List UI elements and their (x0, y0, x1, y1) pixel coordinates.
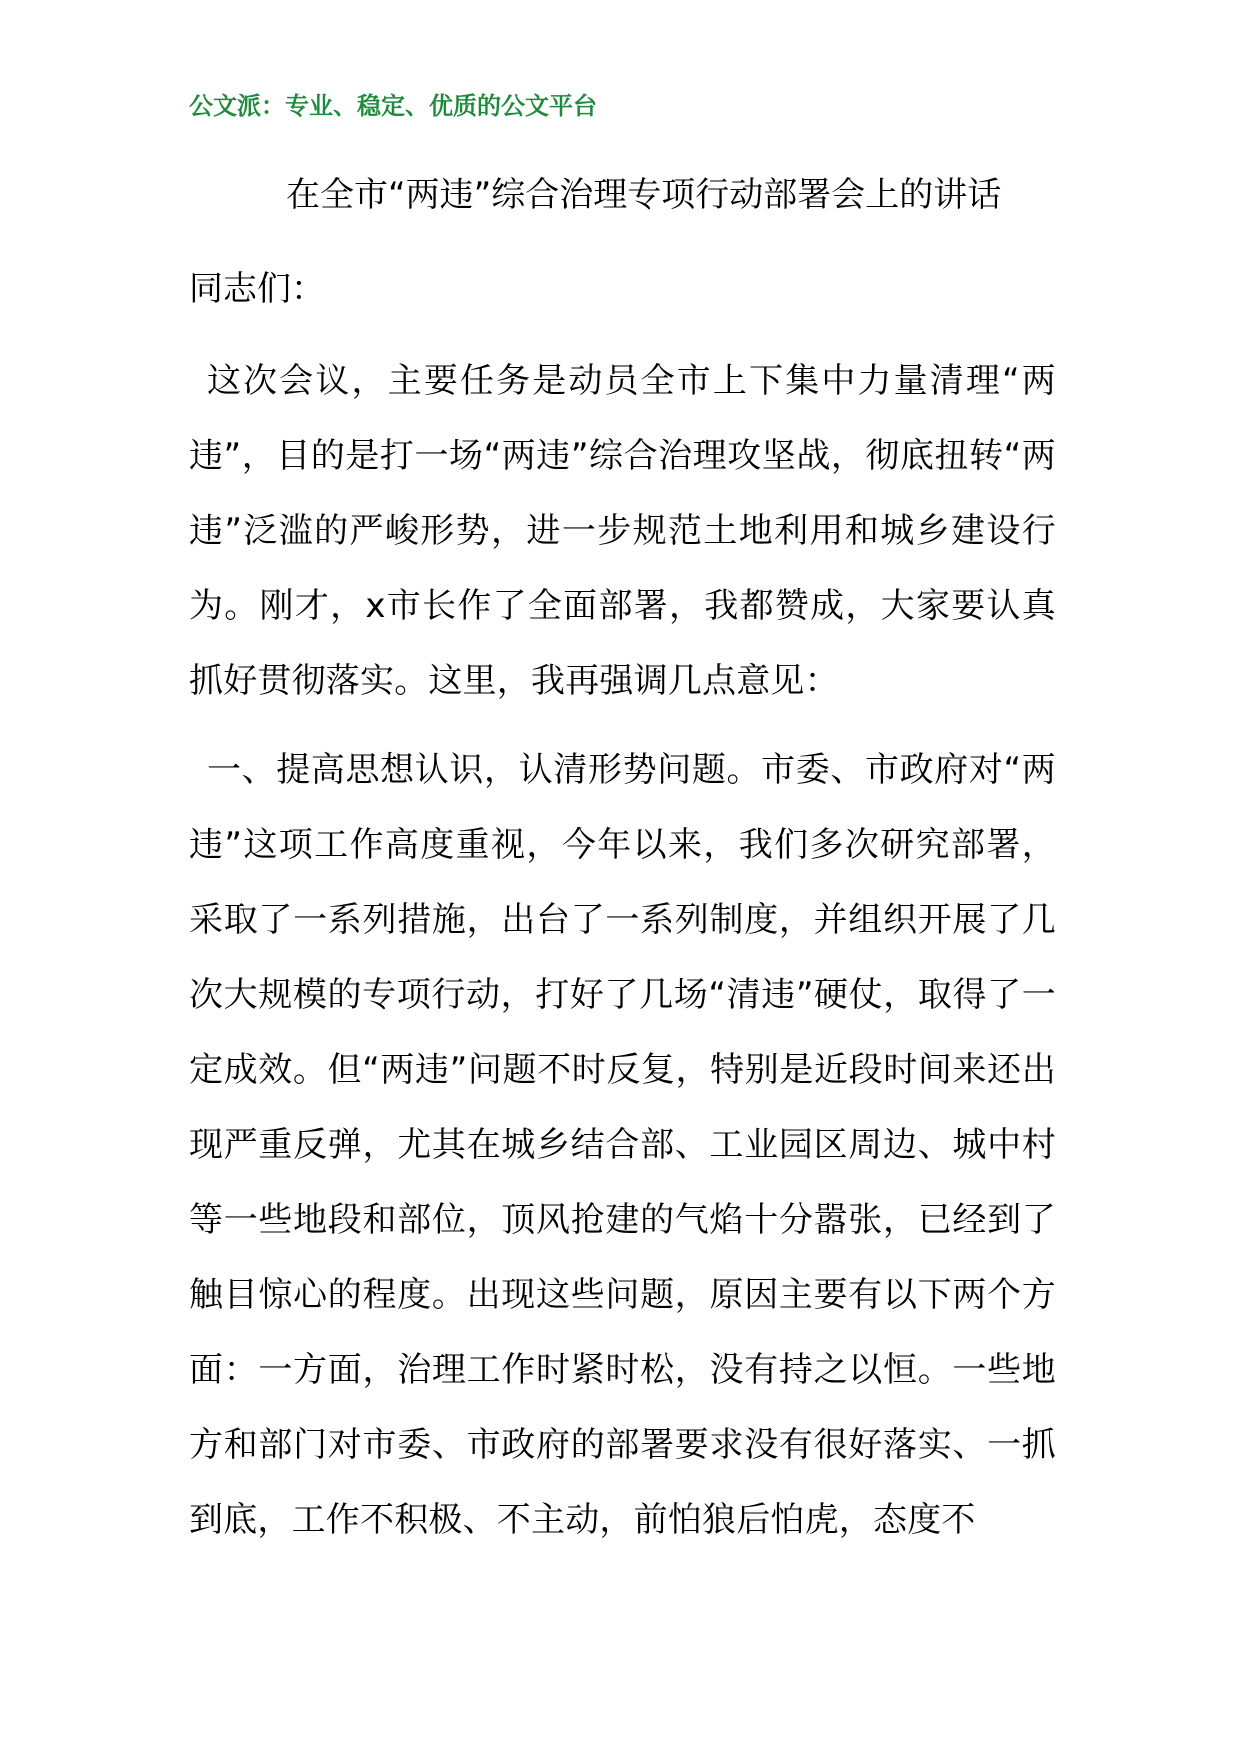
platform-header-text: 公文派：专业、稳定、优质的公文平台 (189, 91, 597, 120)
body-paragraph-intro: 这次会议，主要任务是动员全市上下集中力量清理“两违”，目的是打一场“两违”综合治理攻坚战，彻底扭转“两违”泛滥的严峻形势，进一步规范土地利用和城乡建设行为。刚才，x市长作了全面部署，我都赞成，大家要认真抓好贯彻落实。这里，我再强调几点意见： (189, 361, 1056, 701)
document-title: 在全市“两违”综合治理专项行动部署会上的讲话 (286, 175, 1002, 215)
salutation: 同志们： (189, 269, 325, 309)
body-paragraph-point-one: 一、提高思想认识，认清形势问题。市委、市政府对“两违”这项工作高度重视，今年以来，我们多次研究部署，采取了一系列措施，出台了一系列制度，并组织开展了几次大规模的专项行动，打好了几场“清违”硬仗，取得了一定成效。但“两违”问题不时反复，特别是近段时间来还出现严重反弹，尤其在城乡结合部、工业园区周边、城中村等一些地段和部位，顶风抢建的气焰十分嚣张，已经到了触目惊心的程度。出现这些问题，原因主要有以下两个方面：一方面，治理工作时紧时松，没有持之以恒。一些地方和部门对市委、市政府的部署要求没有很好落实、一抓到底，工作不积极、不主动，前怕狼后怕虎，态度不 (189, 750, 1056, 1540)
